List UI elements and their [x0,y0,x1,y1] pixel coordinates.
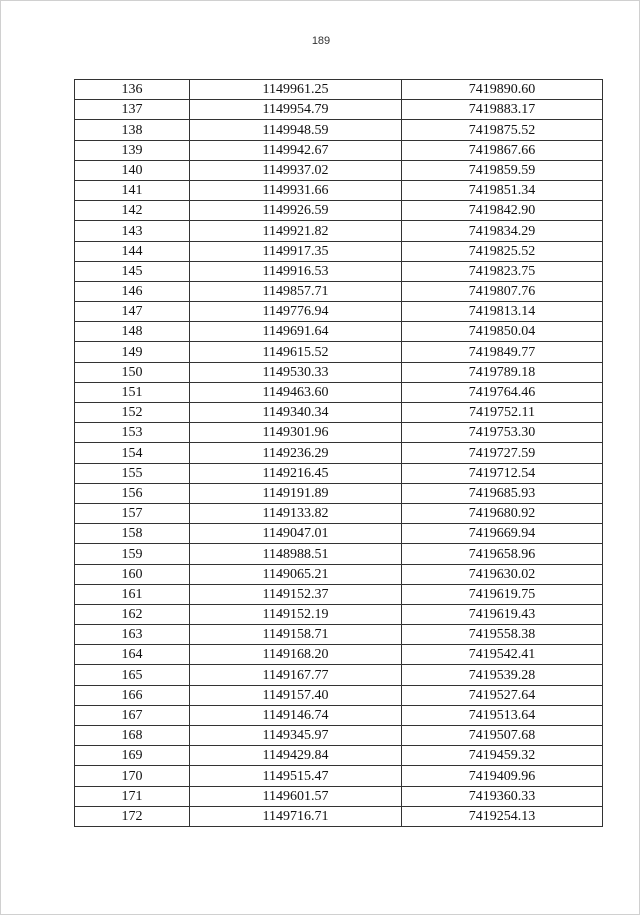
table-row [75,120,603,140]
point-number-cell: 137 [75,100,190,120]
y-coordinate-cell: 7419807.76 [402,281,603,301]
page-number: 189 [311,35,331,47]
x-coordinate-cell: 1149146.74 [190,705,402,725]
table-row [75,100,603,120]
table-row [75,160,603,180]
y-coordinate-cell: 7419834.29 [402,221,603,241]
y-coordinate-cell: 7419823.75 [402,261,603,281]
x-coordinate-cell: 1149345.97 [190,726,402,746]
y-coordinate-cell: 7419669.94 [402,524,603,544]
point-number-cell: 136 [75,80,190,100]
x-coordinate-cell: 1149133.82 [190,503,402,523]
point-number-cell: 171 [75,786,190,806]
point-number-cell: 156 [75,483,190,503]
y-coordinate-cell: 7419867.66 [402,140,603,160]
y-coordinate-cell: 7419619.75 [402,584,603,604]
x-coordinate-cell: 1149776.94 [190,302,402,322]
table-row [75,140,603,160]
point-number-cell: 141 [75,180,190,200]
table-row [75,786,603,806]
y-coordinate-cell: 7419883.17 [402,100,603,120]
x-coordinate-cell: 1149916.53 [190,261,402,281]
point-number-cell: 153 [75,423,190,443]
coordinates-table-body [75,80,603,827]
x-coordinate-cell: 1149158.71 [190,625,402,645]
x-coordinate-cell: 1149167.77 [190,665,402,685]
y-coordinate-cell: 7419558.38 [402,625,603,645]
point-number-cell: 162 [75,604,190,624]
point-number-cell: 144 [75,241,190,261]
y-coordinate-cell: 7419680.92 [402,503,603,523]
point-number-cell: 167 [75,705,190,725]
table-row [75,483,603,503]
point-number-cell: 169 [75,746,190,766]
x-coordinate-cell: 1149152.19 [190,604,402,624]
y-coordinate-cell: 7419619.43 [402,604,603,624]
x-coordinate-cell: 1149954.79 [190,100,402,120]
table-row [75,342,603,362]
x-coordinate-cell: 1149921.82 [190,221,402,241]
x-coordinate-cell: 1149931.66 [190,180,402,200]
y-coordinate-cell: 7419685.93 [402,483,603,503]
x-coordinate-cell: 1149157.40 [190,685,402,705]
point-number-cell: 142 [75,201,190,221]
y-coordinate-cell: 7419752.11 [402,403,603,423]
table-row [75,423,603,443]
y-coordinate-cell: 7419507.68 [402,726,603,746]
x-coordinate-cell: 1149716.71 [190,806,402,826]
x-coordinate-cell: 1148988.51 [190,544,402,564]
table-row [75,403,603,423]
y-coordinate-cell: 7419513.64 [402,705,603,725]
table-row [75,685,603,705]
x-coordinate-cell: 1149191.89 [190,483,402,503]
y-coordinate-cell: 7419254.13 [402,806,603,826]
table-row [75,241,603,261]
point-number-cell: 170 [75,766,190,786]
table-row [75,564,603,584]
point-number-cell: 139 [75,140,190,160]
table-row [75,362,603,382]
y-coordinate-cell: 7419527.64 [402,685,603,705]
y-coordinate-cell: 7419842.90 [402,201,603,221]
point-number-cell: 158 [75,524,190,544]
y-coordinate-cell: 7419539.28 [402,665,603,685]
point-number-cell: 149 [75,342,190,362]
x-coordinate-cell: 1149615.52 [190,342,402,362]
table-row [75,524,603,544]
point-number-cell: 154 [75,443,190,463]
table-row [75,261,603,281]
table-row [75,746,603,766]
y-coordinate-cell: 7419630.02 [402,564,603,584]
y-coordinate-cell: 7419459.32 [402,746,603,766]
y-coordinate-cell: 7419727.59 [402,443,603,463]
y-coordinate-cell: 7419409.96 [402,766,603,786]
point-number-cell: 147 [75,302,190,322]
point-number-cell: 151 [75,382,190,402]
x-coordinate-cell: 1149152.37 [190,584,402,604]
point-number-cell: 145 [75,261,190,281]
y-coordinate-cell: 7419849.77 [402,342,603,362]
x-coordinate-cell: 1149301.96 [190,423,402,443]
table-row [75,766,603,786]
table-row [75,806,603,826]
y-coordinate-cell: 7419712.54 [402,463,603,483]
point-number-cell: 150 [75,362,190,382]
x-coordinate-cell: 1149515.47 [190,766,402,786]
x-coordinate-cell: 1149691.64 [190,322,402,342]
point-number-cell: 166 [75,685,190,705]
x-coordinate-cell: 1149937.02 [190,160,402,180]
x-coordinate-cell: 1149463.60 [190,382,402,402]
table-row [75,443,603,463]
x-coordinate-cell: 1149857.71 [190,281,402,301]
table-row [75,625,603,645]
x-coordinate-cell: 1149216.45 [190,463,402,483]
table-row [75,201,603,221]
table-row [75,281,603,301]
table-row [75,665,603,685]
table-row [75,382,603,402]
point-number-cell: 159 [75,544,190,564]
point-number-cell: 168 [75,726,190,746]
table-row [75,705,603,725]
y-coordinate-cell: 7419753.30 [402,423,603,443]
table-row [75,302,603,322]
x-coordinate-cell: 1149926.59 [190,201,402,221]
y-coordinate-cell: 7419825.52 [402,241,603,261]
y-coordinate-cell: 7419658.96 [402,544,603,564]
point-number-cell: 161 [75,584,190,604]
x-coordinate-cell: 1149948.59 [190,120,402,140]
point-number-cell: 160 [75,564,190,584]
table-row [75,503,603,523]
table-row [75,463,603,483]
y-coordinate-cell: 7419542.41 [402,645,603,665]
x-coordinate-cell: 1149917.35 [190,241,402,261]
y-coordinate-cell: 7419859.59 [402,160,603,180]
x-coordinate-cell: 1149236.29 [190,443,402,463]
x-coordinate-cell: 1149942.67 [190,140,402,160]
point-number-cell: 140 [75,160,190,180]
table-row [75,544,603,564]
table-row [75,645,603,665]
point-number-cell: 148 [75,322,190,342]
x-coordinate-cell: 1149429.84 [190,746,402,766]
x-coordinate-cell: 1149047.01 [190,524,402,544]
point-number-cell: 157 [75,503,190,523]
table-row [75,604,603,624]
point-number-cell: 143 [75,221,190,241]
y-coordinate-cell: 7419789.18 [402,362,603,382]
table-row [75,584,603,604]
point-number-cell: 152 [75,403,190,423]
table-row [75,322,603,342]
x-coordinate-cell: 1149168.20 [190,645,402,665]
y-coordinate-cell: 7419890.60 [402,80,603,100]
x-coordinate-cell: 1149065.21 [190,564,402,584]
point-number-cell: 165 [75,665,190,685]
table-row [75,726,603,746]
point-number-cell: 164 [75,645,190,665]
coordinates-table [74,79,603,827]
y-coordinate-cell: 7419764.46 [402,382,603,402]
y-coordinate-cell: 7419850.04 [402,322,603,342]
x-coordinate-cell: 1149601.57 [190,786,402,806]
table-row [75,180,603,200]
table-row [75,221,603,241]
x-coordinate-cell: 1149961.25 [190,80,402,100]
table-row [75,80,603,100]
point-number-cell: 163 [75,625,190,645]
y-coordinate-cell: 7419851.34 [402,180,603,200]
point-number-cell: 138 [75,120,190,140]
x-coordinate-cell: 1149340.34 [190,403,402,423]
x-coordinate-cell: 1149530.33 [190,362,402,382]
point-number-cell: 146 [75,281,190,301]
y-coordinate-cell: 7419875.52 [402,120,603,140]
y-coordinate-cell: 7419813.14 [402,302,603,322]
point-number-cell: 172 [75,806,190,826]
y-coordinate-cell: 7419360.33 [402,786,603,806]
point-number-cell: 155 [75,463,190,483]
